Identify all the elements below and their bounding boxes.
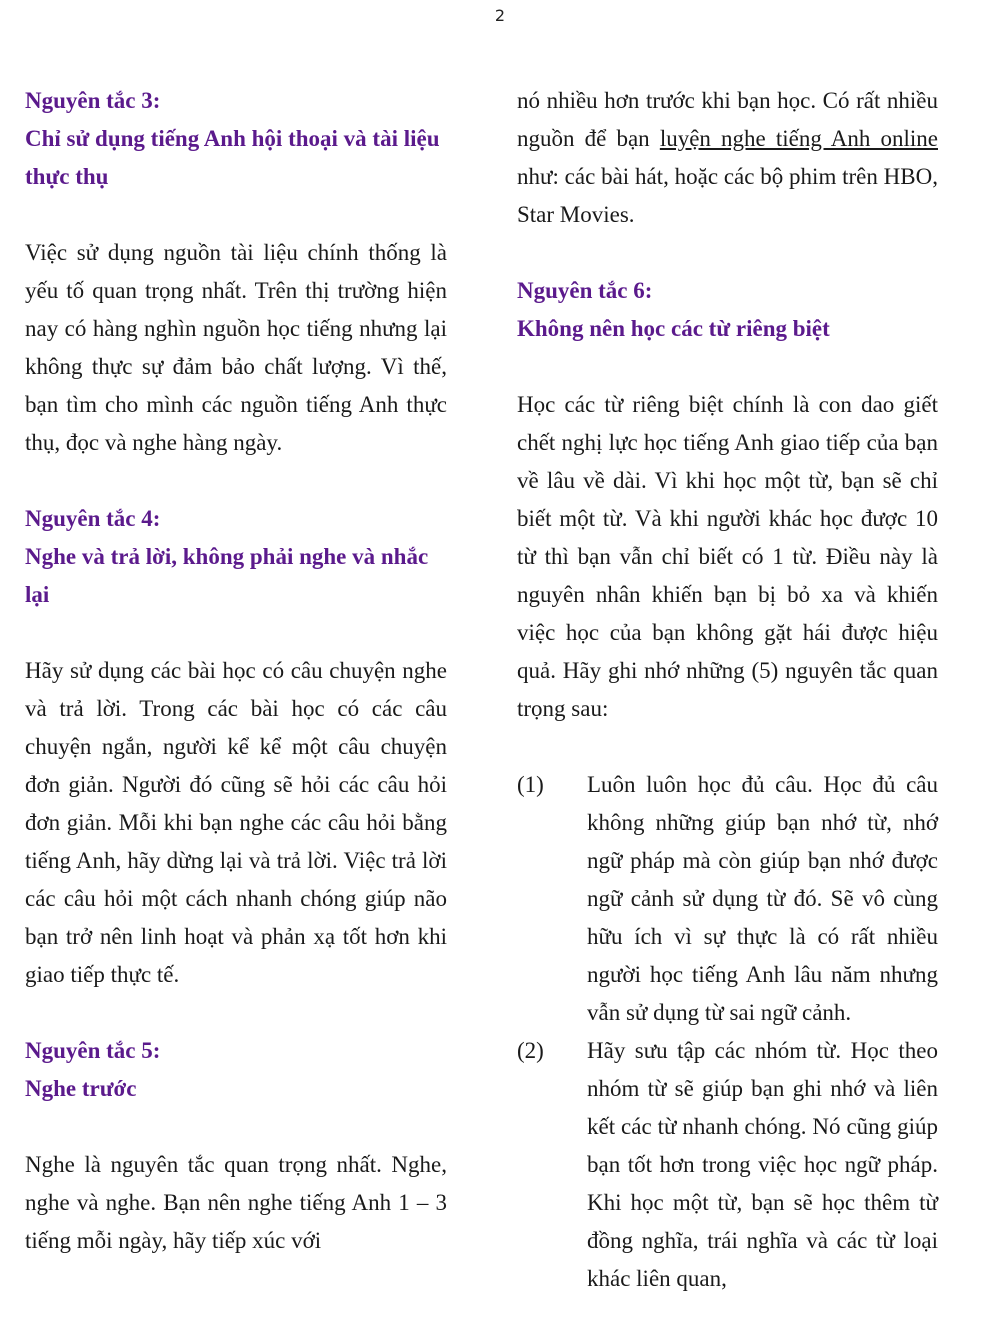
section-3-title: Nguyên tắc 3: bbox=[25, 88, 161, 113]
spacer bbox=[517, 234, 938, 272]
listening-online-link[interactable]: luyện nghe tiếng Anh online bbox=[659, 126, 938, 151]
left-column bbox=[25, 82, 447, 1260]
section-5-body: Nghe là nguyên tắc quan trọng nhất. Nghe, nghe và nghe. Bạn nên nghe tiếng Anh 1 – 3 tiếng mỗi ngày, hãy tiếp xúc với bbox=[25, 1152, 447, 1253]
spacer bbox=[25, 462, 447, 500]
list-item-number: (1) bbox=[517, 772, 544, 797]
section-5-subtitle: Nghe trước bbox=[25, 1076, 137, 1101]
list-item-number: (2) bbox=[517, 1038, 544, 1063]
section-6-title: Nguyên tắc 6: bbox=[517, 278, 653, 303]
section-5-cont-text-end: như: các bài hát, hoặc các bộ phim trên HBO, Star Movies. bbox=[517, 164, 938, 227]
spacer bbox=[25, 1108, 447, 1146]
section-6-subtitle: Không nên học các từ riêng biệt bbox=[517, 316, 830, 341]
spacer bbox=[517, 728, 938, 766]
section-5-body-continued bbox=[517, 82, 938, 234]
list-item-text: Luôn luôn học đủ câu. Học đủ câu không những giúp bạn nhớ từ, nhớ ngữ pháp mà còn giúp bạn nhớ được ngữ cảnh sử dụng từ đó. Sẽ vô cùng hữu ích vì sự thực là có rất nhiều người học tiếng Anh lâu năm nhưng vẫn sử dụng từ sai ngữ cảnh. bbox=[587, 772, 938, 1025]
spacer bbox=[517, 348, 938, 386]
section-3-subtitle: Chỉ sử dụng tiếng Anh hội thoại và tài liệu thực thụ bbox=[25, 126, 440, 189]
section-6-body: Học các từ riêng biệt chính là con dao giết chết nghị lực học tiếng Anh giao tiếp của bạn về lâu về dài. Vì khi học một từ, bạn sẽ chỉ biết một từ. Và khi người khác học được 10 từ thì bạn vẫn chỉ biết có 1 từ. Điều này là nguyên nhân khiến bạn bị bỏ xa và khiến việc học của bạn không gặt hái được hiệu quả. Hãy ghi nhớ những (5) nguyên tắc quan trọng sau: bbox=[517, 392, 938, 721]
list-item-text: Hãy sưu tập các nhóm từ. Học theo nhóm từ sẽ giúp bạn ghi nhớ và liên kết các từ nhanh chóng. Nó cũng giúp bạn tốt hơn trong việc học ngữ pháp. Khi học một từ, bạn sẽ học thêm từ đồng nghĩa, trái nghĩa và các từ loại khác liên quan, bbox=[587, 1038, 938, 1291]
section-4-body: Hãy sử dụng các bài học có câu chuyện nghe và trả lời. Trong các bài học có các câu chuyện ngắn, người kể kể một câu chuyện đơn giản. Người đó cũng sẽ hỏi các câu hỏi đơn giản. Mỗi khi bạn nghe các câu hỏi bằng tiếng Anh, hãy dừng lại và trả lời. Việc trả lời các câu hỏi một cách nhanh chóng giúp não bạn trở nên linh hoạt và phản xạ tốt hơn khi giao tiếp thực tế. bbox=[25, 658, 447, 987]
list-item bbox=[517, 766, 938, 1032]
section-3-body: Việc sử dụng nguồn tài liệu chính thống là yếu tố quan trọng nhất. Trên thị trường hiện nay có hàng nghìn nguồn học tiếng nhưng lại không thực sự đảm bảo chất lượng. Vì thế, bạn tìm cho mình các nguồn tiếng Anh thực thụ, đọc và nghe hàng ngày. bbox=[25, 240, 447, 455]
page-number: 2 bbox=[494, 6, 506, 25]
section-4-subtitle: Nghe và trả lời, không phải nghe và nhắc lại bbox=[25, 544, 429, 607]
spacer bbox=[25, 994, 447, 1032]
section-5-title: Nguyên tắc 5: bbox=[25, 1038, 161, 1063]
list-item bbox=[517, 1032, 938, 1298]
right-column bbox=[517, 82, 938, 1298]
spacer bbox=[25, 196, 447, 234]
section-4-title: Nguyên tắc 4: bbox=[25, 506, 161, 531]
section-5-cont-text: nó nhiều hơn trước khi bạn học. Có rất nhiều nguồn để bạn bbox=[517, 88, 938, 151]
spacer bbox=[25, 614, 447, 652]
